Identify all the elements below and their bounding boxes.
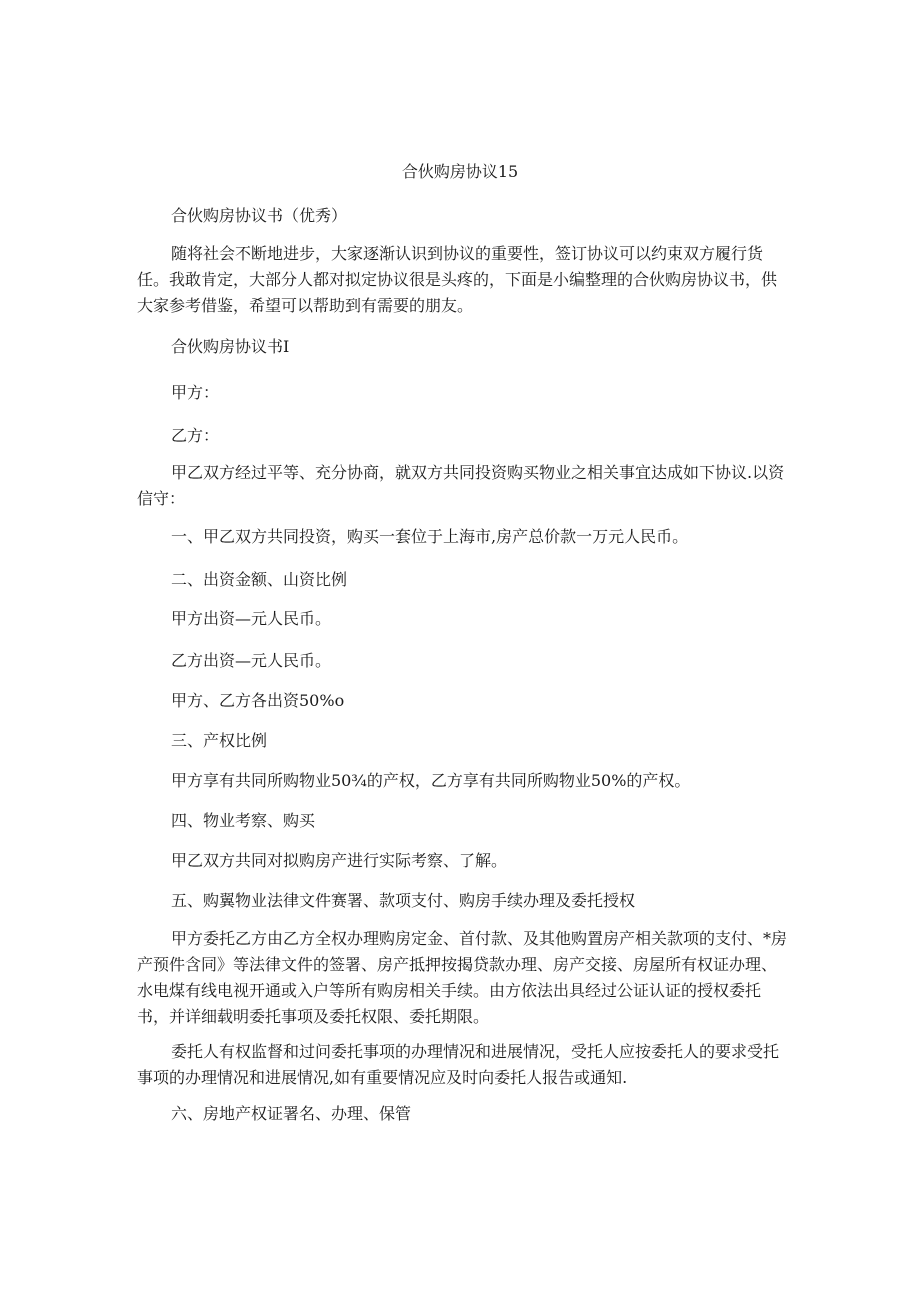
clause-3-body: 甲方享有共同所购物业50¾的产权，乙方享有共同所购物业50%的产权。 (171, 771, 691, 790)
clause-4-body: 甲乙双方共同对拟购房产进行实际考察、了解。 (171, 851, 508, 870)
clause-2-ratio: 甲方、乙方各出资50%o (171, 691, 345, 710)
clause-5-body: 甲方委托乙方由乙方全权办理购房定金、首付款、及其他购置房产相关款项的支付、*房产预件含同》等法律文件的签署、房产抵押按揭贷款办理、房产交接、房屋所有权证办理、水电煤有线电视开通或入户等所有购房相关手续。由方依法出具经过公证认证的授权委托书，并详细载明委托事项及委托权限、委托期限。 (137, 929, 788, 1026)
clause-2-heading: 二、出资金额、山资比例 (171, 570, 348, 589)
clause-2-party-b: 乙方出资—元人民币。 (171, 651, 332, 670)
clause-3-heading: 三、产权比例 (171, 731, 268, 750)
party-a-line: 甲方： (171, 383, 220, 402)
clause-6-heading: 六、房地产权证署名、办理、保管 (171, 1104, 412, 1123)
party-b-line: 乙方： (171, 426, 220, 445)
clause-5-heading: 五、购翼物业法律文件赛署、款项支付、购房手续办理及委托授权 (171, 891, 636, 910)
document-title: 合伙购房协议15 (401, 162, 519, 181)
clause-4-heading: 四、物业考察、购买 (171, 811, 316, 830)
intro-paragraph: 随将社会不断地进步，大家逐渐认识到协议的重要性，签订协议可以约束双方履行货任。我敢肯定，大部分人都对拟定协议很是头疼的，下面是小编整理的合伙购房协议书，供大家参考借鉴，希望可以帮助到有需要的朋友。 (137, 244, 778, 315)
clause-1: 一、甲乙双方共同投资，购买一套位于上海市,房产总价款一万元人民币。 (171, 527, 689, 546)
subtitle-paragraph: 合伙购房协议书（优秀） (171, 206, 348, 225)
clause-5-supervision: 委托人有权监督和过问委托事项的办理情况和进展情况，受托人应按委托人的要求受托事项的办理情况和进展情况,如有重要情况应及时向委托人报告或通知. (137, 1042, 780, 1087)
clause-2-party-a: 甲方出资—元人民币。 (171, 609, 332, 628)
preamble-paragraph: 甲乙双方经过平等、充分协商，就双方共同投资购买物业之相关事宜达成如下协议.以资信守： (137, 463, 785, 508)
agreement-heading: 合伙购房协议书I (171, 337, 290, 356)
